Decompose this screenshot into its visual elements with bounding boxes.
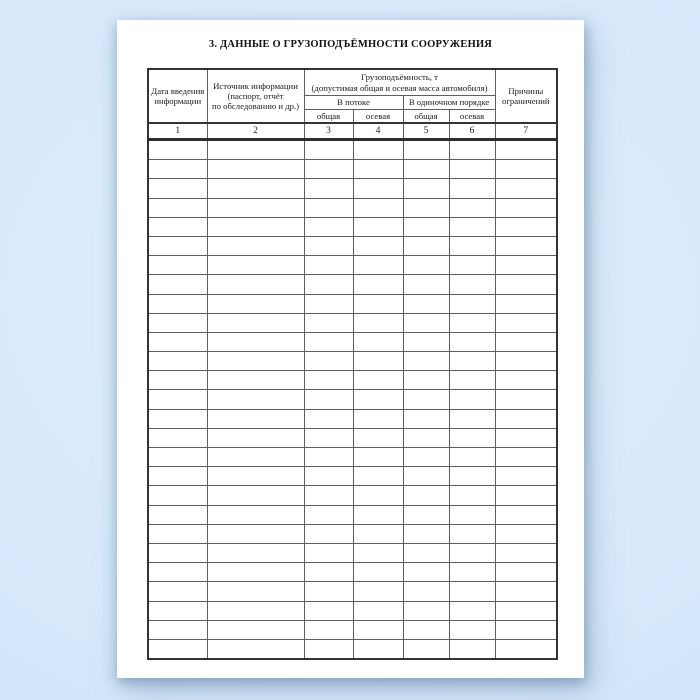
empty-cell	[449, 524, 495, 543]
empty-table-row	[148, 448, 557, 467]
empty-cell	[353, 428, 403, 447]
header-capacity-group	[304, 69, 495, 96]
header-source-line: (паспорт, отчёт	[227, 90, 284, 101]
empty-cell	[353, 601, 403, 620]
empty-cell	[449, 601, 495, 620]
empty-cell	[353, 275, 403, 294]
empty-cell	[403, 505, 449, 524]
empty-cell	[207, 428, 304, 447]
empty-cell	[449, 217, 495, 236]
header-source-line: Источник информации	[213, 80, 298, 91]
column-number: 5	[403, 123, 449, 140]
empty-cell	[304, 505, 353, 524]
empty-cell	[207, 236, 304, 255]
empty-cell	[148, 448, 207, 467]
empty-cell	[449, 639, 495, 659]
empty-cell	[304, 543, 353, 562]
empty-cell	[207, 294, 304, 313]
empty-cell	[304, 140, 353, 160]
empty-cell	[353, 620, 403, 639]
empty-cell	[403, 198, 449, 217]
empty-cell	[148, 160, 207, 179]
empty-table-row	[148, 409, 557, 428]
empty-cell	[495, 639, 557, 659]
column-number: 2	[207, 123, 304, 140]
empty-table-row	[148, 352, 557, 371]
empty-cell	[304, 409, 353, 428]
empty-cell	[207, 198, 304, 217]
document-page	[117, 20, 584, 678]
empty-table-row	[148, 198, 557, 217]
empty-cell	[207, 467, 304, 486]
page-title: 3. ДАННЫЕ О ГРУЗОПОДЪЁМНОСТИ СООРУЖЕНИЯ	[208, 39, 493, 50]
empty-cell	[353, 313, 403, 332]
empty-cell	[148, 467, 207, 486]
empty-table-row	[148, 524, 557, 543]
column-number: 3	[304, 123, 353, 140]
empty-table-row	[148, 563, 557, 582]
empty-table-row	[148, 390, 557, 409]
empty-cell	[207, 256, 304, 275]
empty-cell	[403, 486, 449, 505]
empty-cell	[449, 390, 495, 409]
empty-cell	[403, 275, 449, 294]
empty-cell	[495, 275, 557, 294]
empty-cell	[207, 505, 304, 524]
empty-cell	[207, 543, 304, 562]
empty-cell	[449, 371, 495, 390]
empty-table-row	[148, 140, 557, 160]
empty-cell	[304, 467, 353, 486]
empty-table-row	[148, 332, 557, 351]
empty-cell	[449, 467, 495, 486]
column-number: 7	[495, 123, 557, 140]
empty-cell	[148, 313, 207, 332]
empty-cell	[148, 486, 207, 505]
header-reasons-col	[495, 69, 557, 123]
empty-cell	[495, 448, 557, 467]
empty-cell	[495, 486, 557, 505]
empty-cell	[403, 390, 449, 409]
empty-cell	[449, 275, 495, 294]
empty-cell	[403, 294, 449, 313]
empty-table-row	[148, 236, 557, 255]
empty-cell	[403, 428, 449, 447]
empty-table-row	[148, 179, 557, 198]
empty-cell	[148, 294, 207, 313]
empty-cell	[495, 582, 557, 601]
header-row-groups	[148, 69, 557, 96]
load-capacity-table	[147, 68, 558, 660]
empty-cell	[148, 428, 207, 447]
column-number-row	[148, 123, 557, 140]
empty-table-row	[148, 217, 557, 236]
empty-cell	[403, 448, 449, 467]
empty-cell	[207, 217, 304, 236]
empty-cell	[495, 140, 557, 160]
empty-cell	[353, 563, 403, 582]
empty-cell	[495, 313, 557, 332]
empty-cell	[403, 332, 449, 351]
column-number: 1	[148, 123, 207, 140]
empty-cell	[449, 582, 495, 601]
empty-cell	[403, 524, 449, 543]
empty-cell	[449, 294, 495, 313]
empty-cell	[207, 582, 304, 601]
empty-cell	[449, 409, 495, 428]
empty-cell	[304, 390, 353, 409]
empty-cell	[403, 140, 449, 160]
empty-cell	[304, 179, 353, 198]
empty-cell	[403, 620, 449, 639]
column-number: 6	[449, 123, 495, 140]
empty-cell	[495, 236, 557, 255]
empty-cell	[148, 505, 207, 524]
empty-table-row	[148, 620, 557, 639]
empty-cell	[403, 563, 449, 582]
empty-cell	[495, 524, 557, 543]
empty-cell	[353, 160, 403, 179]
empty-cell	[148, 524, 207, 543]
empty-cell	[353, 217, 403, 236]
header-single-group: В одиночном порядке	[403, 96, 495, 110]
empty-cell	[353, 467, 403, 486]
empty-cell	[207, 352, 304, 371]
empty-cell	[449, 236, 495, 255]
empty-cell	[403, 256, 449, 275]
empty-cell	[148, 352, 207, 371]
empty-table-row	[148, 160, 557, 179]
empty-cell	[353, 179, 403, 198]
empty-cell	[495, 294, 557, 313]
empty-cell	[353, 352, 403, 371]
empty-cell	[449, 620, 495, 639]
empty-cell	[495, 217, 557, 236]
empty-cell	[449, 448, 495, 467]
empty-cell	[403, 543, 449, 562]
empty-cell	[495, 179, 557, 198]
header-single-total: общая	[403, 110, 449, 124]
table-header	[148, 69, 557, 140]
empty-cell	[304, 601, 353, 620]
empty-cell	[207, 524, 304, 543]
empty-cell	[148, 256, 207, 275]
empty-cell	[304, 217, 353, 236]
empty-cell	[449, 140, 495, 160]
empty-table-row	[148, 505, 557, 524]
empty-cell	[148, 140, 207, 160]
empty-cell	[449, 543, 495, 562]
empty-cell	[148, 563, 207, 582]
empty-cell	[207, 140, 304, 160]
empty-cell	[449, 486, 495, 505]
empty-cell	[449, 352, 495, 371]
empty-cell	[304, 563, 353, 582]
empty-cell	[304, 332, 353, 351]
empty-cell	[148, 198, 207, 217]
empty-cell	[495, 371, 557, 390]
empty-cell	[148, 275, 207, 294]
empty-cell	[449, 313, 495, 332]
header-capacity-line: Грузоподъёмность, т	[361, 72, 438, 83]
empty-table-row	[148, 428, 557, 447]
empty-cell	[449, 428, 495, 447]
empty-cell	[304, 486, 353, 505]
empty-cell	[403, 601, 449, 620]
header-reasons-line: Причины	[508, 85, 544, 96]
empty-cell	[495, 563, 557, 582]
empty-cell	[304, 294, 353, 313]
empty-cell	[353, 486, 403, 505]
empty-cell	[403, 582, 449, 601]
empty-cell	[495, 390, 557, 409]
empty-cell	[207, 448, 304, 467]
empty-table-row	[148, 371, 557, 390]
empty-cell	[207, 160, 304, 179]
empty-table-row	[148, 639, 557, 659]
empty-cell	[353, 256, 403, 275]
empty-table-row	[148, 275, 557, 294]
empty-cell	[148, 371, 207, 390]
empty-cell	[207, 371, 304, 390]
empty-cell	[403, 217, 449, 236]
empty-cell	[403, 467, 449, 486]
empty-cell	[304, 198, 353, 217]
empty-cell	[148, 236, 207, 255]
empty-cell	[304, 236, 353, 255]
empty-cell	[207, 620, 304, 639]
empty-cell	[148, 543, 207, 562]
column-number: 4	[353, 123, 403, 140]
header-capacity-line: (допустимая общая и осевая масса автомобиля)	[311, 82, 488, 93]
empty-cell	[148, 179, 207, 198]
empty-cell	[449, 505, 495, 524]
empty-cell	[403, 179, 449, 198]
empty-cell	[148, 217, 207, 236]
empty-cell	[148, 620, 207, 639]
empty-cell	[353, 371, 403, 390]
empty-cell	[304, 275, 353, 294]
empty-cell	[353, 582, 403, 601]
header-source-col	[207, 69, 304, 123]
header-reasons-line: ограничений	[502, 96, 550, 106]
empty-cell	[353, 524, 403, 543]
empty-cell	[495, 428, 557, 447]
empty-cell	[304, 428, 353, 447]
empty-cell	[353, 639, 403, 659]
header-flow-group: В потоке	[304, 96, 403, 110]
empty-cell	[207, 601, 304, 620]
empty-cell	[304, 160, 353, 179]
empty-cell	[207, 313, 304, 332]
empty-cell	[304, 371, 353, 390]
empty-cell	[449, 332, 495, 351]
empty-cell	[403, 639, 449, 659]
empty-table-row	[148, 256, 557, 275]
empty-cell	[353, 236, 403, 255]
empty-cell	[148, 582, 207, 601]
empty-cell	[148, 601, 207, 620]
empty-cell	[449, 160, 495, 179]
empty-cell	[207, 390, 304, 409]
empty-cell	[353, 448, 403, 467]
empty-cell	[353, 332, 403, 351]
empty-cell	[304, 256, 353, 275]
empty-cell	[207, 179, 304, 198]
empty-cell	[148, 332, 207, 351]
empty-table-row	[148, 582, 557, 601]
empty-cell	[207, 275, 304, 294]
header-flow-total: общая	[304, 110, 353, 124]
empty-cell	[304, 639, 353, 659]
table-body	[148, 140, 557, 660]
empty-cell	[403, 236, 449, 255]
empty-cell	[495, 409, 557, 428]
empty-cell	[403, 409, 449, 428]
empty-cell	[207, 486, 304, 505]
empty-cell	[495, 332, 557, 351]
empty-cell	[495, 543, 557, 562]
empty-cell	[353, 409, 403, 428]
empty-cell	[304, 352, 353, 371]
empty-cell	[148, 409, 207, 428]
header-date-line: Дата введения	[151, 85, 205, 96]
empty-cell	[353, 140, 403, 160]
empty-cell	[449, 256, 495, 275]
empty-cell	[495, 620, 557, 639]
header-single-axle: осевая	[449, 110, 495, 124]
empty-cell	[353, 294, 403, 313]
empty-cell	[207, 563, 304, 582]
header-date-col	[148, 69, 207, 123]
empty-cell	[353, 505, 403, 524]
empty-cell	[403, 313, 449, 332]
empty-table-row	[148, 486, 557, 505]
empty-table-row	[148, 313, 557, 332]
empty-cell	[207, 332, 304, 351]
empty-cell	[495, 160, 557, 179]
empty-cell	[207, 639, 304, 659]
empty-cell	[449, 179, 495, 198]
empty-table-row	[148, 294, 557, 313]
header-source-line: по обследованию и др.)	[211, 101, 300, 112]
empty-cell	[495, 256, 557, 275]
empty-cell	[353, 390, 403, 409]
empty-cell	[449, 563, 495, 582]
empty-cell	[304, 524, 353, 543]
empty-cell	[495, 467, 557, 486]
empty-cell	[148, 390, 207, 409]
empty-cell	[403, 371, 449, 390]
empty-cell	[495, 198, 557, 217]
empty-cell	[304, 582, 353, 601]
empty-cell	[304, 448, 353, 467]
empty-cell	[495, 505, 557, 524]
empty-cell	[403, 160, 449, 179]
empty-table-row	[148, 601, 557, 620]
empty-cell	[207, 409, 304, 428]
empty-cell	[495, 601, 557, 620]
empty-table-row	[148, 543, 557, 562]
header-flow-axle: осевая	[353, 110, 403, 124]
empty-cell	[304, 620, 353, 639]
empty-cell	[495, 352, 557, 371]
empty-cell	[353, 543, 403, 562]
empty-cell	[403, 352, 449, 371]
empty-table-row	[148, 467, 557, 486]
empty-cell	[148, 639, 207, 659]
empty-cell	[353, 198, 403, 217]
empty-cell	[304, 313, 353, 332]
empty-cell	[449, 198, 495, 217]
header-date-line: информации	[154, 96, 202, 106]
